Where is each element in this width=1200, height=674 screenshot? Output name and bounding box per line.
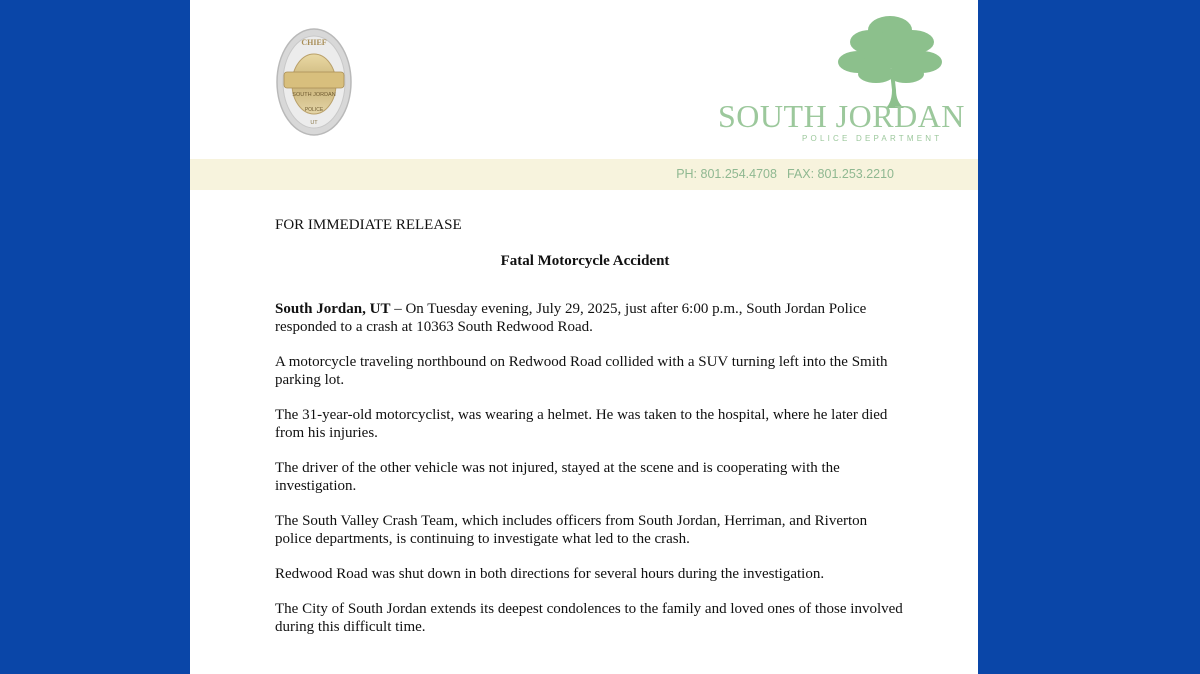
dateline: South Jordan, UT (275, 301, 391, 317)
headline: Fatal Motorcycle Accident (500, 253, 670, 269)
paragraph: Redwood Road was shut down in both directions for several hours during the investigation. (275, 566, 825, 582)
paragraph: The driver of the other vehicle was not injured, stayed at the scene and is cooperating with the investigation. (275, 460, 840, 494)
svg-text:CHIEF: CHIEF (301, 38, 327, 47)
svg-text:SOUTH JORDAN: SOUTH JORDAN (292, 92, 336, 98)
contact-info (676, 167, 894, 181)
phone-number: PH: 801.254.4708 (676, 167, 777, 181)
paragraph: A motorcycle traveling northbound on Redwood Road collided with a SUV turning left into the Smith parking lot. (275, 354, 888, 388)
release-label: FOR IMMEDIATE RELEASE (275, 217, 462, 233)
release-body (275, 216, 905, 636)
svg-text:POLICE: POLICE (304, 107, 324, 113)
svg-text:UT: UT (310, 120, 318, 126)
department-name: SOUTH JORDAN (718, 98, 965, 134)
police-badge-icon (276, 28, 352, 136)
paragraph: The City of South Jordan extends its deepest condolences to the family and loved ones of those involved during this difficult time. (275, 601, 903, 635)
tree-logo-icon (836, 12, 944, 112)
paragraph: The South Valley Crash Team, which includes officers from South Jordan, Herriman, and Riverton police departments, is continuing to investigate what led to the crash. (275, 513, 868, 547)
fax-number: FAX: 801.253.2210 (786, 167, 894, 181)
press-release-page (190, 0, 978, 674)
paragraph: South Jordan, UT – On Tuesday evening, July 29, 2025, just after 6:00 p.m., South Jordan Police responded to a crash at 10363 South Redwood Road. (275, 301, 867, 335)
contact-band (190, 159, 978, 190)
paragraph: The 31-year-old motorcyclist, was wearing a helmet. He was taken to the hospital, where he later died from his injuries. (275, 407, 888, 441)
department-subtitle: POLICE DEPARTMENT (802, 134, 943, 143)
